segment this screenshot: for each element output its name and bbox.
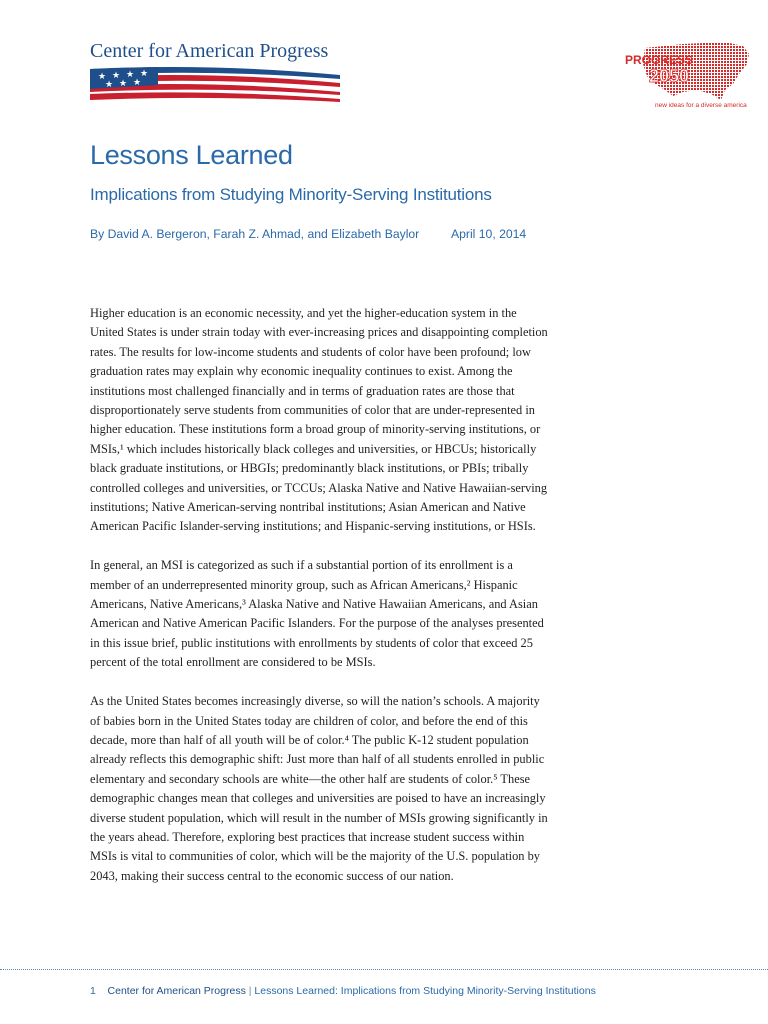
svg-text:PROGRESS: PROGRESS <box>625 53 694 67</box>
footer-doc-title: Lessons Learned: Implications from Studying Minority-Serving Institutions <box>254 985 596 997</box>
svg-text:★: ★ <box>105 79 114 89</box>
byline: By David A. Bergeron, Farah Z. Ahmad, and Elizabeth Baylor <box>90 227 420 241</box>
us-map-icon <box>625 40 755 102</box>
publication-date: April 10, 2014 <box>451 227 527 241</box>
footer-separator: | <box>248 985 252 997</box>
svg-text:★: ★ <box>112 70 121 80</box>
svg-text:★: ★ <box>126 69 135 79</box>
footer-divider <box>0 969 768 970</box>
svg-text:★: ★ <box>140 68 149 78</box>
paragraph: As the United States becomes increasingly diverse, so will the nation’s schools. A majority of babies born in the United States today are children of color, and before the end of this decade, more than half of all youth will be of color.⁴ The public K-12 student population already reflects this demographic shift: Just more than half of all students enrolled in public elementary and secondary schools are white—the other half are students of color.⁵ These demographic changes mean that colleges and universities are poised to have an increasingly diverse student population, which will result in the number of MSIs growing significantly in the years ahead. Therefore, exploring best practices that increase student success within MSIs is vital to communities of color, which will be the majority of the U.S. population by 2043, making their success central to the economic success of our nation. <box>90 694 548 883</box>
document-subtitle: Implications from Studying Minority-Serving Institutions <box>90 185 492 204</box>
page-number: 1 <box>90 985 96 997</box>
progress-2050-logo[interactable] <box>625 40 755 125</box>
svg-text:★: ★ <box>119 78 128 88</box>
svg-text:★: ★ <box>133 77 142 87</box>
svg-text:★: ★ <box>98 71 107 81</box>
body-text <box>90 304 552 906</box>
cap-logo[interactable] <box>90 40 350 110</box>
paragraph: Higher education is an economic necessity, and yet the higher-education system in the United States is under strain today with ever-increasing prices and disappointing completion rates. The results for low-income students and students of color have been profound; low graduation rates may explain why economic inequality continues to exist. Among the institutions most challenged financially and in terms of graduation rates are those that disproportionately serve students from communities of color that are under-represented in higher education. These institutions form a broad group of minority-serving institutions, or MSIs,¹ which includes historically black colleges and universities, or HBCUs; historically black graduate institutions, or HBGIs; predominantly black institutions, or PBIs; tribally controlled colleges and universities, or TCCUs; Alaska Native and Native Hawaiian-serving institutions; Native American-serving nontribal institutions; Asian American and Native American Pacific Islander-serving institutions; and Hispanic-serving institutions, or HSIs. <box>90 306 548 534</box>
flag-icon <box>90 65 340 103</box>
page-footer <box>90 985 596 997</box>
paragraph: In general, an MSI is categorized as such if a substantial portion of its enrollment is a member of an underrepresented minority group, such as African Americans,² Hispanic Americans, Native Americans,³ Alaska Native and Native Hawaiian Americans, and Asian American and Native American Pacific Islanders. For the purpose of the analyses presented in this issue brief, public institutions with enrollments by students of color that exceed 25 percent of the total enrollment are considered to be MSIs. <box>90 558 544 670</box>
document-title: Lessons Learned <box>90 140 293 170</box>
svg-text:2050: 2050 <box>649 66 690 86</box>
footer-org: Center for American Progress <box>107 985 246 997</box>
progress-2050-tagline: new ideas for a diverse america <box>655 102 747 109</box>
cap-logo-text: Center for American Progress <box>90 40 329 62</box>
